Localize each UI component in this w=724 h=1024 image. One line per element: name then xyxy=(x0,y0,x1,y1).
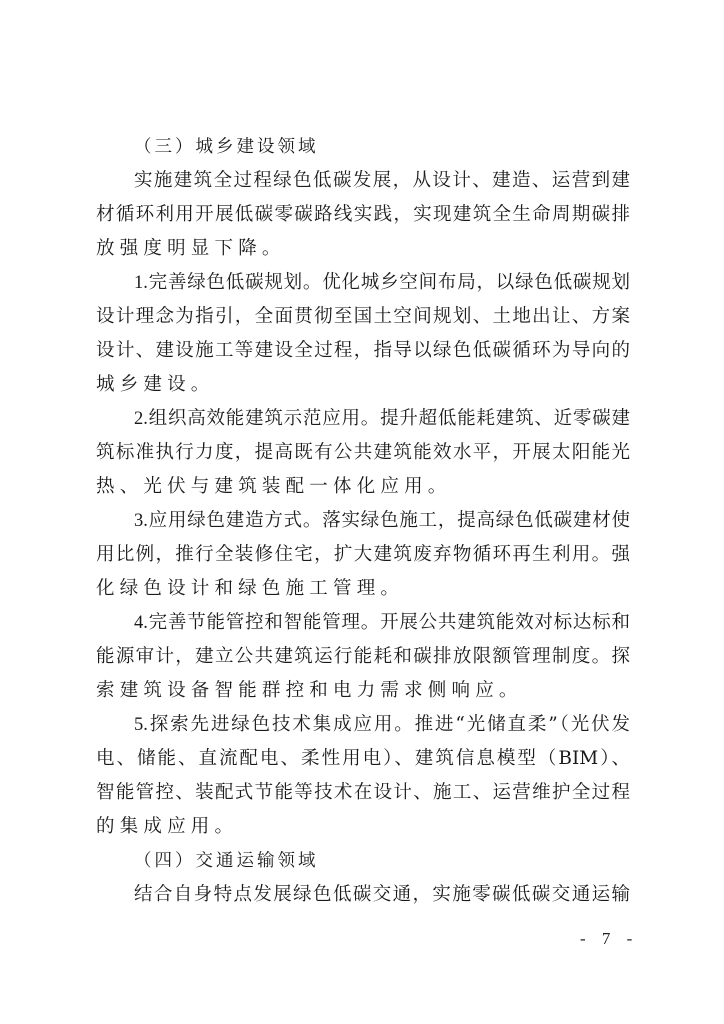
list-item-1 xyxy=(96,266,630,402)
item-text: 完善绿色低碳规划。优化城乡空间布局，以绿色低碳规划 xyxy=(147,272,630,293)
paragraph-line: 电、储能、直流配电、柔性用电）、建筑信息模型（BIM）、 xyxy=(96,748,630,769)
paragraph-line: 实施建筑全过程绿色低碳发展，从设计、建造、运营到建 xyxy=(134,170,630,191)
paragraph-line: 的集成应用。 xyxy=(96,816,239,837)
item-text: 组织高效能建筑示范应用。提升超低能耗建筑、近零碳建 xyxy=(147,408,630,429)
page-number: - 7 - xyxy=(580,929,639,948)
section-3-intro-paragraph xyxy=(96,164,630,266)
item-number: 2. xyxy=(134,409,148,429)
item-number: 3. xyxy=(134,511,148,531)
item-text: 应用绿色建造方式。落实绿色施工，提高绿色低碳建材使 xyxy=(147,510,630,531)
list-item-3 xyxy=(96,504,630,606)
list-item-5 xyxy=(96,708,630,844)
paragraph-line xyxy=(96,266,630,300)
paragraph-line: 放强度明显下降。 xyxy=(96,238,286,259)
item-number: 1. xyxy=(134,273,148,293)
paragraph-line xyxy=(96,708,630,742)
section-heading-4: （四）交通运输领域 xyxy=(134,851,319,871)
section-4-intro-paragraph xyxy=(96,878,630,912)
item-number: 4. xyxy=(134,613,148,633)
paragraph-line: 筑标准执行力度，提高既有公共建筑能效水平，开展太阳能光 xyxy=(96,442,630,463)
paragraph-line: 设计、建设施工等建设全过程，指导以绿色低碳循环为导向的 xyxy=(96,340,630,361)
section-heading-3: （三）城乡建设领域 xyxy=(134,137,319,157)
list-item-4 xyxy=(96,606,630,708)
paragraph-line xyxy=(96,504,630,538)
paragraph-line: 用比例，推行全装修住宅，扩大建筑废弃物循环再生利用。强 xyxy=(96,544,630,565)
item-text: 探索先进绿色技术集成应用。推进“光储直柔”（光伏发 xyxy=(147,714,630,735)
item-number: 5. xyxy=(134,715,148,735)
paragraph-line xyxy=(96,402,630,436)
paragraph-line: 设计理念为指引，全面贯彻至国土空间规划、土地出让、方案 xyxy=(96,306,630,327)
paragraph-line: 智能管控、装配式节能等技术在设计、施工、运营维护全过程 xyxy=(96,782,630,803)
paragraph-line: 热、光伏与建筑装配一体化应用。 xyxy=(96,476,452,497)
paragraph-line: 能源审计，建立公共建筑运行能耗和碳排放限额管理制度。探 xyxy=(96,646,630,667)
paragraph-line: 结合自身特点发展绿色低碳交通，实施零碳低碳交通运输 xyxy=(134,884,630,905)
paragraph-line: 城乡建设。 xyxy=(96,374,215,395)
paragraph-line: 化绿色设计和绿色施工管理。 xyxy=(96,578,405,599)
paragraph-line: 索建筑设备智能群控和电力需求侧响应。 xyxy=(96,680,523,701)
paragraph-line xyxy=(96,606,630,640)
list-item-2 xyxy=(96,402,630,504)
document-page xyxy=(96,130,630,912)
paragraph-line: 材循环利用开展低碳零碳路线实践，实现建筑全生命周期碳排 xyxy=(96,204,630,225)
item-text: 完善节能管控和智能管理。开展公共建筑能效对标达标和 xyxy=(147,612,630,633)
